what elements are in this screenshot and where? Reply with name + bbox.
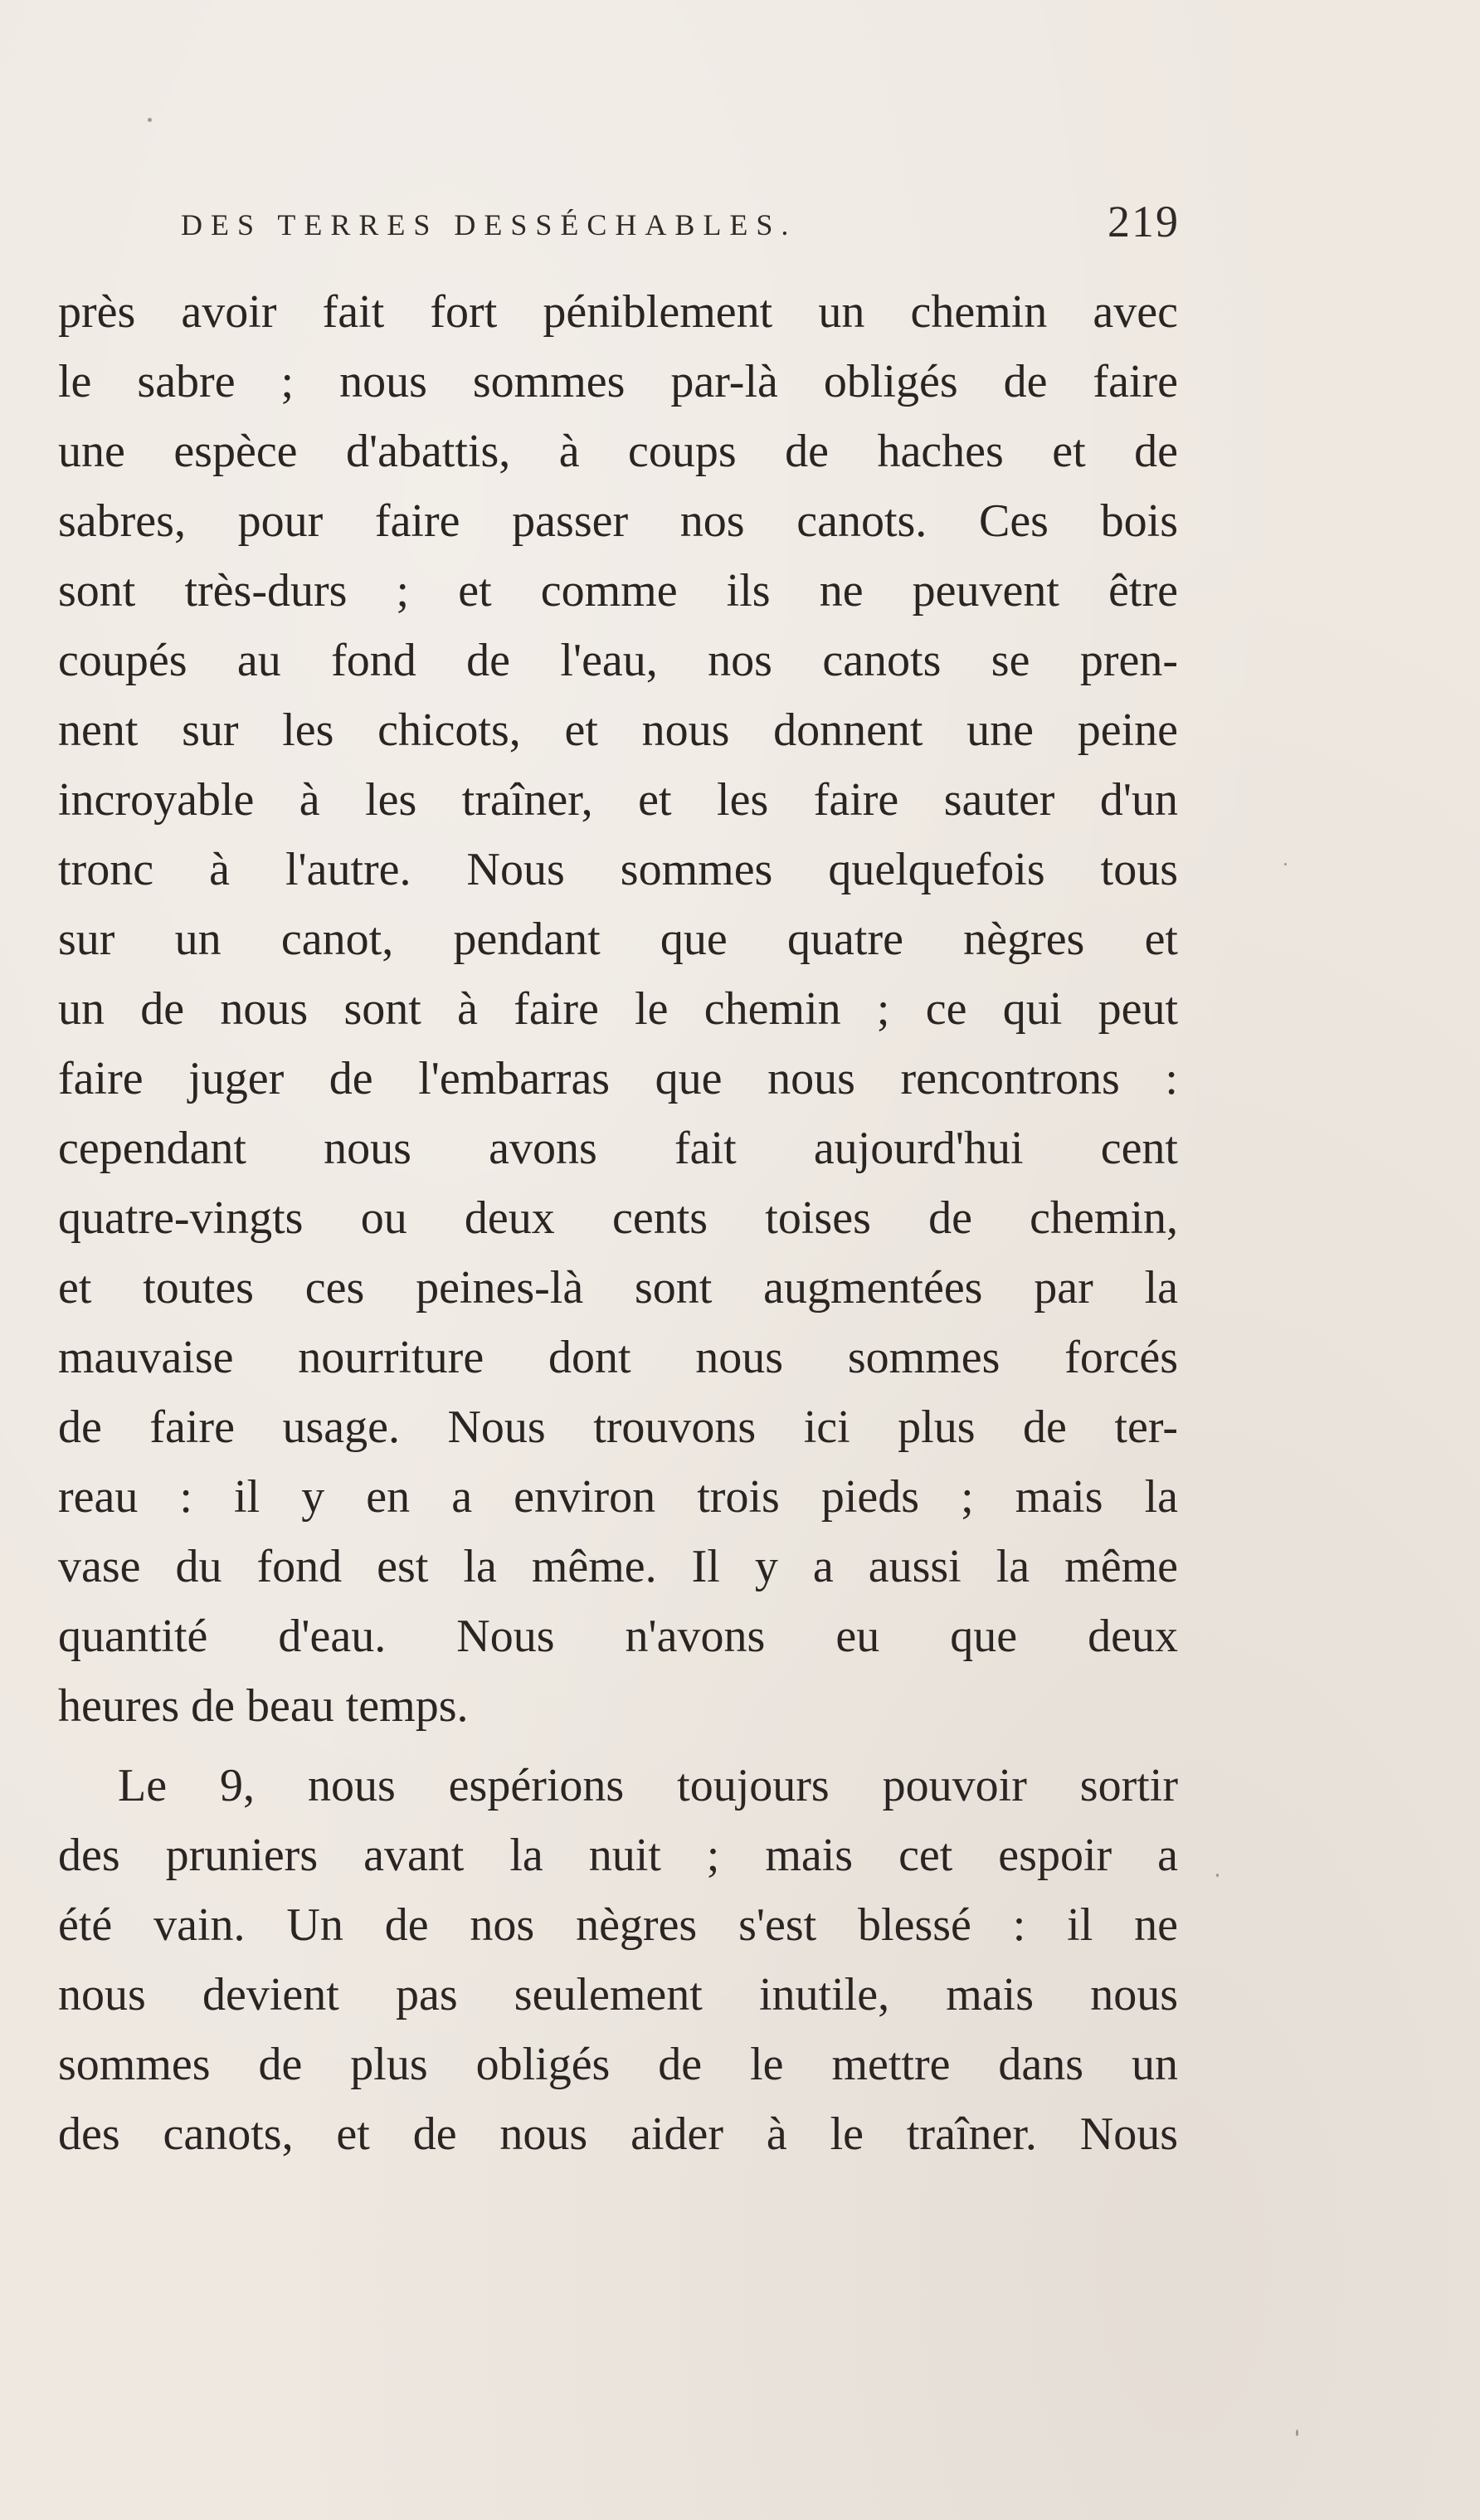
text-line: de faire usage. Nous trouvons ici plus de ter-: [58, 1401, 1178, 1453]
text-line: faire juger de l'embarras que nous rencontrons :: [58, 1053, 1178, 1104]
text-line: un de nous sont à faire le chemin ; ce qui peut: [58, 983, 1178, 1035]
paper-speck: [1216, 1874, 1219, 1877]
text-line: Le 9, nous espérions toujours pouvoir sortir: [118, 1760, 1178, 1811]
text-line: coupés au fond de l'eau, nos canots se pren-: [58, 635, 1178, 686]
text-line: sommes de plus obligés de le mettre dans un: [58, 2039, 1178, 2090]
text-line: sont très-durs ; et comme ils ne peuvent être: [58, 565, 1178, 617]
text-line: incroyable à les traîner, et les faire sauter d'un: [58, 774, 1178, 826]
text-line: des pruniers avant la nuit ; mais cet espoir a: [58, 1830, 1178, 1881]
text-line: quantité d'eau. Nous n'avons eu que deux: [58, 1611, 1178, 1662]
paragraph-gap: [58, 1741, 1178, 1751]
text-line: et toutes ces peines-là sont augmentées par la: [58, 1262, 1178, 1314]
paper-speck: [1296, 2430, 1298, 2436]
paragraph: [58, 1751, 1178, 2169]
text-line: mauvaise nourriture dont nous sommes forcés: [58, 1332, 1178, 1383]
text-line: reau : il y en a environ trois pieds ; mais la: [58, 1471, 1178, 1523]
body-text: [58, 277, 1178, 2169]
page-number: 219: [1108, 197, 1180, 246]
text-line: quatre-vingts ou deux cents toises de chemin,: [58, 1192, 1178, 1244]
running-head: DES TERRES DESSÉCHABLES.: [181, 208, 797, 241]
text-line: nent sur les chicots, et nous donnent une peine: [58, 704, 1178, 756]
text-line: une espèce d'abattis, à coups de haches et de: [58, 426, 1178, 477]
text-line: vase du fond est la même. Il y a aussi la même: [58, 1541, 1178, 1592]
text-line: sur un canot, pendant que quatre nègres et: [58, 914, 1178, 965]
text-line: des canots, et de nous aider à le traîner. Nous: [58, 2108, 1178, 2160]
paper-speck: [148, 118, 152, 122]
text-line: nous devient pas seulement inutile, mais nous: [58, 1969, 1178, 2020]
text-line: cependant nous avons fait aujourd'hui cent: [58, 1123, 1178, 1174]
text-line: près avoir fait fort péniblement un chemin avec: [58, 286, 1178, 338]
text-line: heures de beau temps.: [58, 1680, 469, 1732]
text-line: tronc à l'autre. Nous sommes quelquefois tous: [58, 844, 1178, 895]
paragraph: [58, 277, 1178, 1741]
text-line: le sabre ; nous sommes par-là obligés de faire: [58, 356, 1178, 407]
text-line: été vain. Un de nos nègres s'est blessé : il ne: [58, 1899, 1178, 1951]
text-line: sabres, pour faire passer nos canots. Ces bois: [58, 495, 1178, 547]
paper-speck: [1284, 863, 1287, 865]
